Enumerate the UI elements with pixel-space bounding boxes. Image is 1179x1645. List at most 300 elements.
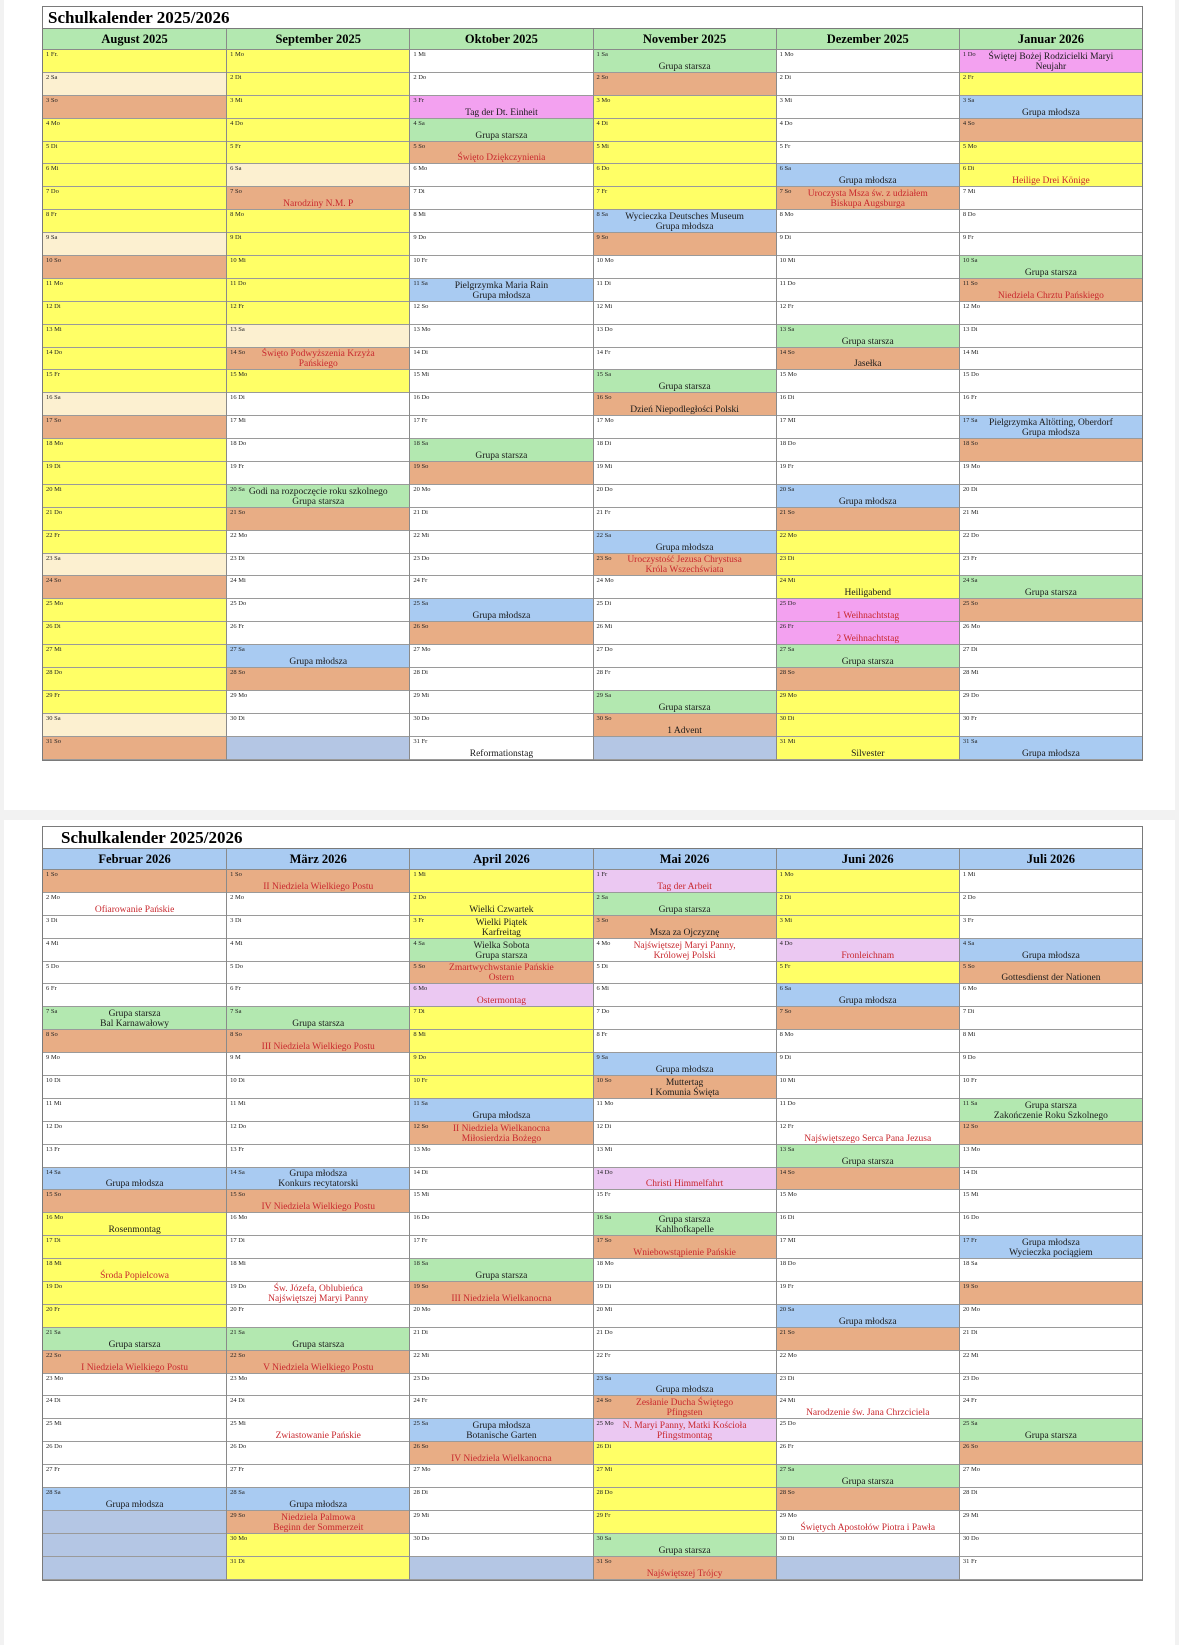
day-cell	[410, 233, 592, 256]
event-text: Grupa starsza	[292, 1339, 345, 1350]
day-label: 12 Fr	[230, 302, 245, 310]
day-label: 24 Mi	[230, 577, 246, 585]
day-cell	[594, 1053, 776, 1076]
day-cell	[227, 1442, 409, 1465]
day-label: 15 Mi	[413, 371, 430, 379]
day-label: 24 Fr	[962, 1397, 977, 1405]
day-cell	[594, 668, 776, 691]
day-label: 22 Do	[962, 531, 979, 539]
day-cell	[777, 279, 959, 302]
day-cell	[227, 50, 409, 73]
day-cell	[227, 1419, 409, 1442]
day-cell	[227, 393, 409, 416]
day-label: 31 Sa	[962, 737, 978, 745]
day-cell	[227, 1259, 409, 1282]
day-label: 29 Fr	[46, 691, 60, 699]
day-label: 27 Fr	[46, 1466, 60, 1474]
day-cell	[594, 1488, 776, 1511]
day-label: 2 Do	[962, 893, 976, 901]
event-text: Grupa młodsza Botanische Garten	[466, 1421, 537, 1442]
month-column	[776, 29, 959, 760]
day-label: 29 Mi	[413, 691, 430, 699]
day-cell	[594, 1305, 776, 1328]
day-label: 19 Mo	[962, 463, 980, 471]
day-label: 28 Do	[596, 1489, 613, 1497]
day-cell	[594, 622, 776, 645]
day-cell	[777, 984, 959, 1007]
day-label: 30 Di	[230, 714, 245, 722]
event-text: Święto Podwyższenia Krzyża Pańskiego	[261, 349, 375, 370]
day-cell	[960, 668, 1142, 691]
day-label: 5 Fr	[230, 142, 241, 150]
day-cell	[960, 1190, 1142, 1213]
day-cell	[227, 1282, 409, 1305]
day-cell	[227, 439, 409, 462]
day-label: 24 So	[596, 1397, 612, 1405]
day-label: 2 Di	[779, 893, 792, 901]
day-cell	[43, 1305, 226, 1328]
day-label: 22 So	[46, 1351, 61, 1359]
day-cell	[594, 416, 776, 439]
day-cell	[43, 73, 226, 96]
day-cell	[960, 302, 1142, 325]
day-cell	[960, 279, 1142, 302]
day-label: 17 So	[596, 1237, 612, 1245]
day-cell	[960, 187, 1142, 210]
day-cell	[777, 302, 959, 325]
day-cell	[594, 984, 776, 1007]
day-label: 19 Mi	[596, 463, 613, 471]
day-cell	[410, 599, 592, 622]
day-cell	[777, 599, 959, 622]
day-label: 29 Mo	[779, 1511, 797, 1519]
day-label: 9 Di	[779, 234, 792, 242]
day-cell	[43, 1213, 226, 1236]
event-text: Świętej Bożej Rodzicielki Maryi Neujahr	[988, 51, 1114, 72]
day-label: 12 Fr	[779, 302, 794, 310]
event-text: Zmartwychwstanie Pańskie Ostern	[449, 963, 554, 984]
event-text: Tag der Dt. Einheit	[465, 107, 538, 118]
day-label: 6 Fr	[230, 985, 241, 993]
day-cell	[594, 939, 776, 962]
day-cell	[227, 1168, 409, 1191]
day-label: 3 So	[46, 96, 58, 104]
month-grid	[43, 29, 1142, 760]
day-cell	[227, 1351, 409, 1374]
day-cell	[227, 1534, 409, 1557]
day-cell	[594, 531, 776, 554]
day-label: 7 So	[779, 1008, 792, 1016]
day-label: 14 Fr	[596, 348, 611, 356]
day-label: 25 Sa	[413, 600, 428, 608]
day-label: 4 Do	[230, 119, 243, 127]
day-label: 10 Sa	[962, 257, 978, 265]
day-cell	[777, 691, 959, 714]
day-label: 20 Sa	[779, 485, 795, 493]
day-label: 4 Di	[596, 119, 608, 127]
day-cell	[43, 256, 226, 279]
day-cell	[777, 142, 959, 165]
day-label: 10 So	[46, 257, 61, 265]
day-cell	[960, 142, 1142, 165]
day-cell	[960, 1099, 1142, 1122]
day-cell	[777, 1099, 959, 1122]
event-text: 2 Weihnachtstag	[836, 634, 900, 645]
day-label: 15 Mo	[230, 371, 248, 379]
day-label: 3 Mi	[779, 96, 793, 104]
event-text: Grupa starsza	[1024, 267, 1077, 278]
day-cell	[777, 73, 959, 96]
day-label: 13 Mi	[46, 325, 62, 333]
day-label: 6 Sa	[230, 165, 242, 173]
day-label: 30 Sa	[596, 1534, 612, 1542]
day-label: 27 Di	[962, 646, 978, 654]
day-label: 1 Mo	[230, 51, 245, 58]
day-cell	[960, 1374, 1142, 1397]
day-cell	[777, 916, 959, 939]
day-label: 19 Do	[46, 1283, 63, 1291]
day-label: 10 Mo	[596, 257, 614, 265]
day-label: 30 Di	[779, 1534, 795, 1542]
day-label: 13 Fr	[46, 1145, 60, 1153]
day-label: 25 Mo	[596, 1420, 614, 1428]
day-label: 19 So	[413, 1283, 429, 1291]
day-cell	[410, 576, 592, 599]
day-cell	[410, 622, 592, 645]
day-cell	[960, 1419, 1142, 1442]
day-cell	[43, 1053, 226, 1076]
day-cell	[43, 187, 226, 210]
day-label: 8 Sa	[596, 211, 608, 219]
day-label: 31 Mi	[779, 737, 796, 745]
event-text: Grupa starsza	[475, 1271, 528, 1282]
day-label: 11 Do	[779, 279, 796, 287]
day-label: 14 Do	[596, 1168, 613, 1176]
day-cell	[410, 668, 592, 691]
day-cell	[410, 462, 592, 485]
day-cell	[43, 622, 226, 645]
day-cell	[960, 691, 1142, 714]
day-label: 15 Mi	[962, 1191, 979, 1199]
event-text: Grupa starsza	[658, 1545, 711, 1556]
event-text: Najświętszej Maryi Panny, Królowej Polski	[633, 940, 736, 961]
day-label: 23 Di	[779, 1374, 795, 1382]
day-label: 11 Di	[596, 279, 611, 287]
event-text: Niedziela Palmowa Beginn der Sommerzeit	[273, 1512, 364, 1533]
day-label: 18 Mi	[46, 1260, 62, 1268]
day-label: 8 Fr	[46, 211, 57, 219]
day-cell	[777, 325, 959, 348]
day-cell	[594, 870, 776, 893]
day-cell	[594, 691, 776, 714]
day-cell	[960, 1351, 1142, 1374]
day-cell	[777, 256, 959, 279]
day-cell	[777, 1511, 959, 1534]
day-cell	[410, 1099, 592, 1122]
day-cell	[960, 1030, 1142, 1053]
day-cell	[410, 1465, 592, 1488]
day-label: 6 Mo	[413, 165, 428, 173]
day-cell	[960, 1122, 1142, 1145]
day-cell	[960, 1145, 1142, 1168]
day-cell	[43, 1396, 226, 1419]
day-label: 11 Mi	[230, 1099, 246, 1107]
day-label: 15 Fr	[46, 371, 60, 379]
day-cell	[594, 599, 776, 622]
day-label: 31 Di	[230, 1557, 245, 1565]
event-text: Tag der Arbeit	[657, 881, 712, 892]
day-label: 2 Sa	[46, 73, 58, 81]
day-cell	[594, 1442, 776, 1465]
day-label: 28 So	[779, 669, 795, 677]
day-label: 18 Sa	[962, 1260, 978, 1268]
day-cell	[227, 622, 409, 645]
event-text: II Niedziela Wielkiego Postu	[263, 881, 374, 892]
day-cell	[960, 416, 1142, 439]
day-cell	[410, 1374, 592, 1397]
day-label: 7 So	[779, 188, 792, 196]
day-label: 1 Mi	[413, 51, 426, 58]
calendar-title: Schulkalender 2025/2026	[43, 7, 1142, 29]
day-cell	[594, 1259, 776, 1282]
day-cell	[960, 531, 1142, 554]
day-cell	[227, 370, 409, 393]
day-label: 3 Mo	[596, 96, 611, 104]
day-label: 8 So	[230, 1031, 242, 1039]
day-label: 24 Sa	[962, 577, 978, 585]
day-label: 23 Sa	[596, 1374, 612, 1382]
day-cell	[227, 691, 409, 714]
event-text: Heilige Drei Könige	[1012, 176, 1090, 187]
day-cell	[594, 1465, 776, 1488]
day-cell	[43, 916, 226, 939]
day-cell	[594, 508, 776, 531]
day-label: 21 Do	[596, 1328, 613, 1336]
day-cell	[43, 1190, 226, 1213]
day-label: 11 Mo	[596, 1099, 614, 1107]
day-label: 17 Sa	[962, 417, 978, 425]
day-cell	[594, 1213, 776, 1236]
day-label: 1 Mo	[779, 51, 794, 58]
day-label: 25 So	[962, 600, 978, 608]
day-label: 12 Di	[46, 302, 61, 310]
day-label: 5 Do	[46, 962, 59, 970]
day-label: 21 Mi	[962, 508, 979, 516]
day-label: 9 Sa	[46, 234, 58, 242]
day-label: 25 Do	[779, 1420, 796, 1428]
day-label: 1 Fr.	[46, 51, 58, 58]
day-label: 4 Mi	[46, 939, 59, 947]
day-cell	[777, 1442, 959, 1465]
day-cell	[43, 599, 226, 622]
event-text: Wielki Piątek Karfreitag	[475, 917, 528, 938]
month-header: Februar 2026	[43, 849, 226, 870]
event-text: Grupa młodsza	[1022, 107, 1080, 118]
day-cell	[777, 96, 959, 119]
event-text: Silvester	[851, 748, 885, 759]
day-cell	[594, 1190, 776, 1213]
day-label: 7 Mi	[962, 188, 976, 196]
day-cell	[410, 714, 592, 737]
day-cell	[594, 1076, 776, 1099]
day-cell	[410, 1122, 592, 1145]
day-label: 2 Fr	[962, 73, 974, 81]
day-label: 25 Mi	[230, 1420, 246, 1428]
day-cell	[960, 325, 1142, 348]
day-cell	[227, 1145, 409, 1168]
day-label: 10 Mi	[230, 257, 246, 265]
day-cell	[410, 508, 592, 531]
day-label: 16 Mo	[46, 1214, 64, 1222]
day-cell	[410, 187, 592, 210]
day-label: 17 Di	[46, 1237, 61, 1245]
day-cell	[410, 1190, 592, 1213]
day-label: 5 Mi	[596, 142, 609, 150]
event-text: Wielka Sobota Grupa starsza	[473, 940, 530, 961]
day-cell	[960, 1465, 1142, 1488]
day-cell	[777, 1076, 959, 1099]
day-cell	[227, 1007, 409, 1030]
day-cell	[410, 1168, 592, 1191]
day-cell	[594, 393, 776, 416]
day-cell	[960, 508, 1142, 531]
day-label: 10 Di	[230, 1077, 245, 1085]
day-cell	[960, 439, 1142, 462]
day-label: 9 Mo	[46, 1054, 60, 1062]
day-label: 4 Mo	[46, 119, 60, 127]
day-label: 2 So	[596, 73, 609, 81]
day-label: 23 Do	[413, 1374, 430, 1382]
event-text: Grupa starsza	[658, 61, 711, 72]
day-cell	[227, 325, 409, 348]
day-label: 1 So	[46, 871, 58, 878]
day-label: 1 So	[230, 871, 242, 878]
day-cell	[960, 1534, 1142, 1557]
day-label: 20 Mi	[596, 1305, 613, 1313]
day-cell	[227, 1122, 409, 1145]
day-label: 28 Fr	[596, 669, 611, 677]
day-cell	[410, 119, 592, 142]
day-cell	[960, 554, 1142, 577]
day-label: 4 Sa	[413, 119, 425, 127]
day-label: 30 Di	[779, 714, 795, 722]
day-label: 21 So	[779, 1328, 795, 1336]
day-cell	[594, 1534, 776, 1557]
day-label: 27 Mi	[596, 1466, 613, 1474]
day-label: 6 Sa	[779, 165, 792, 173]
day-label: 26 Mi	[596, 623, 613, 631]
day-label: 9 Do	[962, 1054, 976, 1062]
day-label: 17 So	[46, 417, 61, 425]
day-cell	[777, 508, 959, 531]
month-grid	[43, 849, 1142, 1580]
day-cell	[960, 893, 1142, 916]
month-header: Januar 2026	[960, 29, 1142, 50]
day-label: 21 So	[779, 508, 795, 516]
day-label: 11 Sa	[413, 279, 428, 287]
day-label: 9 M	[230, 1054, 241, 1062]
event-text: IV Niedziela Wielkanocna	[451, 1454, 552, 1465]
day-cell	[777, 531, 959, 554]
day-label: 1 Sa	[596, 51, 608, 58]
day-label: 5 Di	[46, 142, 58, 150]
event-text: Niedziela Chrztu Pańskiego	[997, 290, 1104, 301]
month-column	[409, 29, 592, 760]
day-label: 22 Mi	[962, 1351, 979, 1359]
day-cell	[594, 1007, 776, 1030]
day-label: 20 Do	[596, 485, 613, 493]
day-cell	[594, 1557, 776, 1580]
day-cell	[227, 531, 409, 554]
month-column	[409, 849, 592, 1580]
day-label: 14 Di	[413, 1168, 428, 1176]
day-cell	[594, 962, 776, 985]
day-label: 23 Do	[413, 554, 430, 562]
day-label: 24 Mo	[596, 577, 614, 585]
event-text: Wielki Czwartek	[469, 904, 534, 915]
day-label: 1 Mi	[413, 871, 426, 878]
day-cell	[594, 554, 776, 577]
day-label: 21 So	[230, 508, 246, 516]
day-cell	[410, 1145, 592, 1168]
day-label: 29 Mi	[962, 1511, 979, 1519]
day-cell	[594, 576, 776, 599]
day-label: 7 Sa	[46, 1008, 58, 1016]
event-text: Grupa starsza	[1024, 588, 1077, 599]
day-label: 26 Do	[230, 1443, 247, 1451]
day-label: 26 So	[413, 623, 429, 631]
day-cell	[410, 370, 592, 393]
day-cell	[777, 485, 959, 508]
event-text: Ofiarowanie Pańskie	[94, 904, 175, 915]
day-cell	[410, 1053, 592, 1076]
day-cell	[594, 1168, 776, 1191]
day-label: 5 So	[413, 962, 426, 970]
day-label: 27 Mo	[962, 1466, 980, 1474]
event-text: Msza za Ojczyznę	[649, 927, 720, 938]
day-label: 11 Sa	[962, 1099, 978, 1107]
day-cell	[410, 916, 592, 939]
day-cell	[594, 1122, 776, 1145]
day-label: 23 Di	[779, 554, 795, 562]
day-label: 24 Di	[230, 1397, 245, 1405]
day-label: 14 Sa	[230, 1168, 245, 1176]
day-cell	[227, 870, 409, 893]
day-cell	[227, 1488, 409, 1511]
day-label: 4 Do	[779, 119, 793, 127]
day-label: 30 Do	[413, 714, 430, 722]
event-text: Pielgrzymka Altötting, Oberdorf Grupa młodsza	[989, 418, 1113, 439]
day-label: 25 Mi	[46, 1420, 62, 1428]
day-label: 14 Do	[46, 348, 63, 356]
day-cell	[777, 462, 959, 485]
day-label: 13 Di	[962, 325, 978, 333]
day-cell	[594, 439, 776, 462]
day-label: 23 Sa	[46, 554, 61, 562]
day-label: 23 Do	[962, 1374, 979, 1382]
day-label: 13 Mi	[596, 1145, 613, 1153]
day-cell	[777, 576, 959, 599]
day-cell	[960, 737, 1142, 760]
day-cell	[227, 279, 409, 302]
day-cell	[777, 893, 959, 916]
day-cell	[43, 1122, 226, 1145]
day-label: 25 Sa	[413, 1420, 428, 1428]
day-cell	[594, 893, 776, 916]
day-label: 15 Mo	[779, 1191, 797, 1199]
day-cell	[594, 1374, 776, 1397]
event-text: Środa Popielcowa	[100, 1271, 170, 1282]
